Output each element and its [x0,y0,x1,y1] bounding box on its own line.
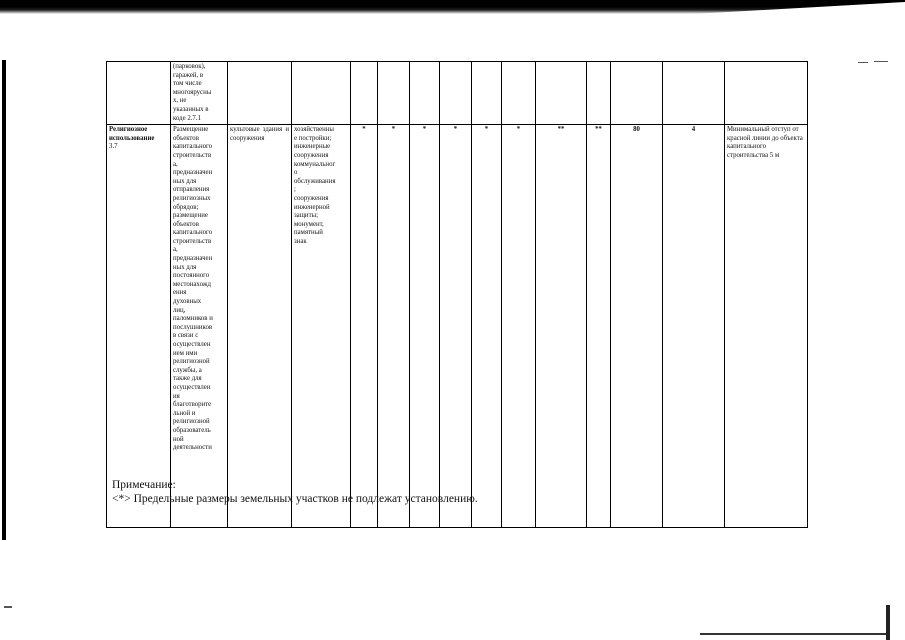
scan-right-edge [886,605,890,640]
scan-bottom-edge [700,633,890,635]
cell-aux-uses: хозяйственны е постройки; инженерные сооружения коммунальног о обслуживания ; сооружения инженерной защиты; монумент, памятный знак [292,125,351,528]
scan-mark [874,61,888,62]
table-row-prev [107,62,808,125]
cell-main-uses: культовые здания и сооружения [228,125,292,528]
footnote [112,478,478,506]
scan-mark [858,62,868,63]
cell [502,62,536,125]
table-row-religious [107,125,808,528]
cell-param: ** [587,125,611,528]
land-use-table [106,61,808,528]
cell-param: * [410,125,440,528]
cell-use-name [107,125,171,528]
cell-param: * [378,125,410,528]
cell [292,62,351,125]
cell [472,62,502,125]
cell-note: Минимальный отступ от красной линии до объекта капитального строительства 5 м [725,125,808,528]
cell [410,62,440,125]
cell [611,62,663,125]
cell [107,62,171,125]
cell-description: Размещение объектов капитального строительств а, предназначен ных для отправления религиозных обрядов; размещение объектов капитального строительств а, предназначен ных для постоянного местонахожд ения духовных лиц, паломников и послушников в связи с осуществлен ием ими религиозной службы, а также для осуществлен ия благотворите льной и религиозной образователь ной деятельности [171,125,228,528]
footnote-title: Примечание: [112,479,176,491]
cell [378,62,410,125]
cell-param: ** [536,125,587,528]
cell [228,62,292,125]
use-code: 3.7 [109,143,118,151]
cell-param-floors: 4 [663,125,725,528]
cell-description-prev: (парковок), гаражей, в том числе многоярусны х, не указанных в коде 2.7.1 [171,62,228,125]
scan-mark [4,606,12,608]
cell-param: * [351,125,378,528]
scan-top-edge [0,0,905,14]
cell [351,62,378,125]
use-name: Религиозное использование [109,126,155,142]
cell-param: * [440,125,472,528]
cell [587,62,611,125]
cell [725,62,808,125]
footnote-text: <*> Предельные размеры земельных участков не подлежат установлению. [112,493,478,505]
cell [663,62,725,125]
cell [536,62,587,125]
cell-param-max-percent: 80 [611,125,663,528]
cell-param: * [472,125,502,528]
cell-param: * [502,125,536,528]
scan-left-edge [2,60,6,540]
cell [440,62,472,125]
